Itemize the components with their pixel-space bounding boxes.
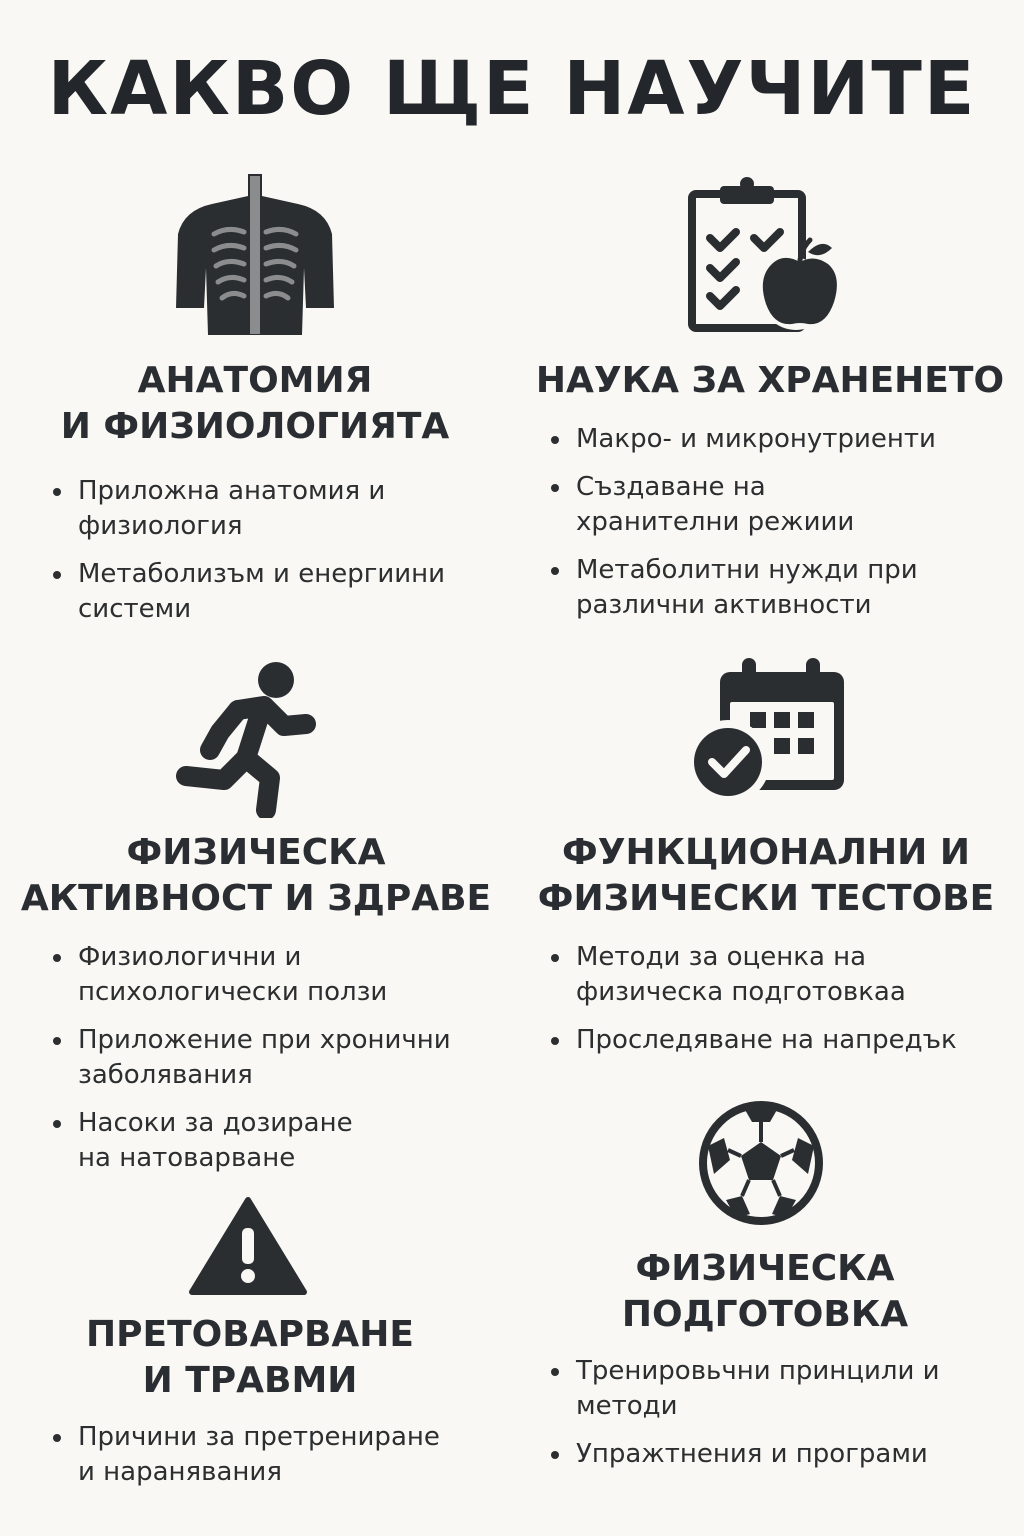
overtraining-heading-line1: ПРЕТОВАРВАНЕ [86, 1314, 414, 1355]
tests-heading-line1: ФУНКЦИОНАЛНИ И [562, 832, 970, 873]
list-item: Причини за претрениране и наранявания [50, 1420, 458, 1490]
list-item: Метаболизъм и енергиини системи [50, 557, 450, 627]
anatomy-bullets [50, 474, 450, 640]
list-item: Упражтнения и програми [548, 1437, 988, 1472]
nutrition-heading-line1: НАУКА ЗА ХРАНЕНЕТО [535, 360, 1005, 401]
nutrition-heading [530, 358, 1010, 404]
conditioning-heading-line1: ФИЗИЧЕСКА [635, 1248, 895, 1289]
anatomy-heading [20, 358, 490, 450]
tests-heading [524, 830, 1008, 922]
tests-bullets [548, 940, 988, 1071]
activity-heading-line2: АКТИВНОСТ И ЗДРАВЕ [20, 878, 492, 919]
conditioning-heading-line2: ПОДГОТОВКА [621, 1294, 909, 1335]
list-item: Проследяване на напредък [548, 1023, 988, 1058]
activity-heading [14, 830, 498, 922]
conditioning-heading [530, 1246, 1000, 1338]
anatomy-heading-line1: АНАТОМИЯ [137, 360, 373, 401]
activity-bullets [50, 940, 490, 1189]
running-person-icon [176, 658, 321, 818]
warning-icon [188, 1196, 308, 1296]
clipboard-apple-icon [684, 176, 844, 336]
nutrition-bullets [548, 422, 988, 636]
calendar-check-icon [690, 658, 850, 803]
torso-spine-icon [170, 172, 340, 337]
tests-heading-line2: ФИЗИЧЕСКИ ТЕСТОВЕ [537, 878, 995, 919]
list-item: Създаване на хранителни режиии [548, 470, 936, 540]
list-item: Физиологични и психологически ползи [50, 940, 398, 1010]
soccer-ball-icon [698, 1100, 824, 1226]
anatomy-heading-line2: И ФИЗИОЛОГИЯТА [60, 406, 450, 447]
overtraining-heading-line2: И ТРАВМИ [142, 1360, 358, 1401]
list-item: Насоки за дозиране на натоварване [50, 1106, 378, 1176]
activity-heading-line1: ФИЗИЧЕСКА [126, 832, 386, 873]
list-item: Метаболитни нужди при различни активности [548, 553, 956, 623]
list-item: Приложение при хронични заболявания [50, 1023, 490, 1093]
list-item: Приложна анатомия и физиология [50, 474, 450, 544]
list-item: Тренировьчни принцили и методи [548, 1354, 986, 1424]
overtraining-heading [20, 1312, 480, 1404]
list-item: Методи за оценка на физическа подготовкаа [548, 940, 936, 1010]
list-item: Макро- и микронутриенти [548, 422, 988, 457]
overtraining-bullets [50, 1420, 490, 1503]
page-title: КАКВО ЩЕ НАУЧИТЕ [47, 46, 977, 132]
conditioning-bullets [548, 1354, 988, 1485]
